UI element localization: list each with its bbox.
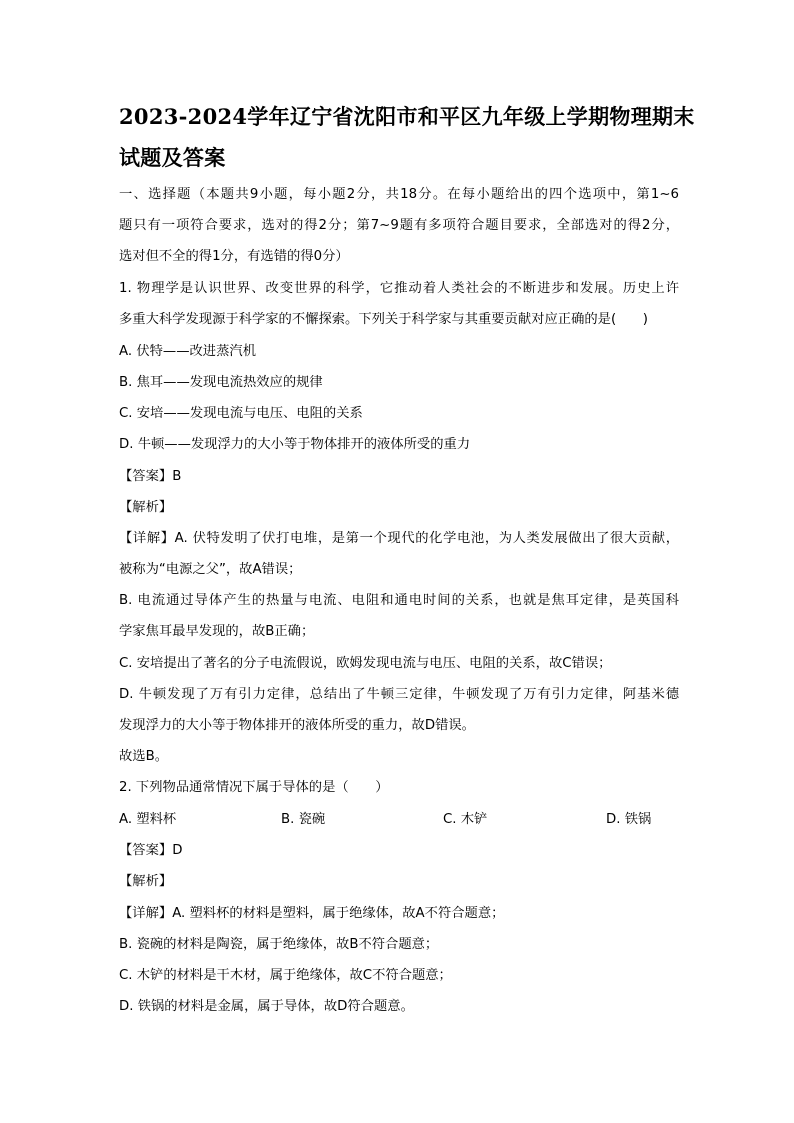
section-instructions-line-3: 选对但不全的得1分，有选错的得0分） [119,249,349,264]
q1-detail-tag: 【详解】 [119,531,175,546]
section-instructions-line-2: 题只有一项符合要求，选对的得2分；第7~9题有多项符合题目要求，全部选对的得2分， [119,218,679,233]
q1-option-d: D. 牛顿——发现浮力的大小等于物体排开的液体所受的重力 [119,437,471,452]
q2-explanation-line-4: D. 铁锅的材料是金属，属于导体，故D符合题意。 [119,999,414,1014]
q2-answer-tag: 【答案】 [119,843,173,858]
q2-explanation-text-1: A. 塑料杯的材料是塑料，属于绝缘体，故A不符合题意； [172,906,505,921]
q1-explanation-line-7: 发现浮力的大小等于物体排开的液体所受的重力，故D错误。 [119,718,475,733]
document-title-line-1: 2023-2024学年辽宁省沈阳市和平区九年级上学期物理期末 [119,104,695,129]
q2-detail-tag: 【详解】 [119,906,173,921]
q1-analysis-tag: 【解析】 [119,500,173,515]
q1-answer [119,468,679,486]
q1-explanation-text-1: A. 伏特发明了伏打电堆，是第一个现代的化学电池，为人类发展做出了很大贡献， [174,531,679,546]
q2-analysis-tag: 【解析】 [119,874,173,889]
document-title-line-2: 试题及答案 [119,145,226,170]
q1-explanation-line-1 [119,530,679,548]
q2-explanation-line-1 [119,905,679,923]
q2-explanation-line-2: B. 瓷碗的材料是陶瓷，属于绝缘体，故B不符合题意； [119,937,439,952]
q2-stem: 2. 下列物品通常情况下属于导体的是（ ） [119,780,389,795]
q2-option-b: B. 瓷碗 [281,812,326,827]
q1-stem-line-2: 多重大科学发现源于科学家的不懈探索。下列关于科学家与其重要贡献对应正确的是( ) [119,312,648,327]
q2-explanation-line-3: C. 木铲的材料是干木材，属于绝缘体，故C不符合题意； [119,968,452,983]
q2-answer [119,842,679,860]
q1-explanation-line-4: 学家焦耳最早发现的，故B正确； [119,624,315,639]
q1-explanation-line-5: C. 安培提出了著名的分子电流假说，欧姆发现电流与电压、电阻的关系，故C错误； [119,656,612,671]
q1-stem-line-1: 1. 物理学是认识世界、改变世界的科学，它推动着人类社会的不断进步和发展。历史上许 [119,281,679,296]
section-instructions-line-1: 一、选择题（本题共9小题，每小题2分，共18分。在每小题给出的四个选项中，第1~6 [119,187,679,202]
q2-option-c: C. 木铲 [443,812,488,827]
q1-option-c: C. 安培——发现电流与电压、电阻的关系 [119,406,363,421]
q1-conclusion: 故选B。 [119,749,169,764]
q1-option-a: A. 伏特——改进蒸汽机 [119,344,256,359]
q1-answer-tag: 【答案】 [119,469,173,484]
q2-option-a: A. 塑料杯 [119,812,177,827]
q1-explanation-line-3: B. 电流通过导体产生的热量与电流、电阻和通电时间的关系，也就是焦耳定律，是英国科 [119,593,679,608]
q1-option-b: B. 焦耳——发现电流热效应的规律 [119,375,323,390]
q1-explanation-line-2: 被称为“电源之父”，故A错误； [119,562,302,577]
q2-answer-value: D [172,843,183,858]
q1-answer-value: B [172,469,182,484]
q2-option-d: D. 铁锅 [606,812,652,827]
q1-explanation-line-6: D. 牛顿发现了万有引力定律，总结出了牛顿三定律，牛顿发现了万有引力定律，阿基米德 [119,687,679,702]
q2-options-row [119,811,679,829]
